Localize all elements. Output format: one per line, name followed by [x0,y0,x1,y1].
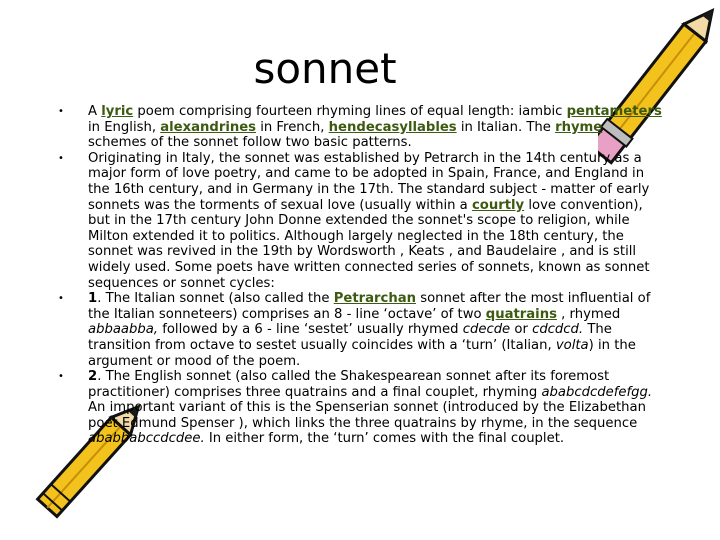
bullet-english-sonnet [58,369,664,447]
rhyme-scheme: ababcdcdefefgg. [541,384,653,400]
paragraph-text: , rhymed [556,306,621,322]
keyword-link[interactable]: lyric [101,104,134,119]
bullet-italian-sonnet [58,291,664,369]
paragraph-text: love convention), but in the 17th century John Donne extended the sonnet's scope to religion, while Milton extended it to politics. Although largely neglected in the 18th century, the sonnet was revived in the 19th by Wordsworth , Keats , and Baudelaire , and is still widely used. Some poets have written connected series of sonnets, known as sonnet sequences or sonnet cycles: [88,197,650,291]
paragraph-text: followed by a 6 - line ‘sestet’ usually rhymed [158,322,463,338]
keyword-link[interactable]: quatrains [485,306,557,322]
paragraph-text: sonnet after the most influential of the Italian sonneteers) comprises an 8 - line ‘octave’ of two [88,291,651,322]
paragraph-text: in French, [256,119,329,135]
keyword-link[interactable]: alexandrines [160,119,257,135]
item-number: 2 [88,369,98,385]
paragraph-text: ) in the argument or mood of the poem. [88,337,636,369]
rhyme-scheme: cdecde [462,322,511,338]
slide-body [58,104,664,447]
paragraph-text: An important variant of this is the Spenserian sonnet (introduced by the Elizabethan poet Edmund Spenser ), which links the three quatrains by rhyme, in the sequence [88,400,646,431]
paragraph-text: . The Italian sonnet (also called the [97,291,334,307]
bullet-definition [58,104,664,151]
paragraph-text: in English, [88,119,161,135]
paragraph-text: In either form, the ‘turn’ comes with the final couplet. [204,431,565,447]
bullet-marker: • [58,293,64,305]
keyword-link[interactable]: Petrarchan [333,291,417,307]
paragraph-text: or [510,322,533,338]
bullet-history [58,151,664,291]
paragraph-text: . The English sonnet (also called the Shakespearean sonnet after its foremost practitioner) comprises three quatrains and a final couplet, rhyming [88,369,610,400]
italic-term: volta [555,337,589,353]
paragraph-text: in Italian. The [456,119,556,135]
paragraph-text: Originating in Italy, the sonnet was established by Petrarch in the 14th century as a major form of love poetry, and came to be adopted in Spain, France, and England in the 16th century, and in Germany in the 17th. The standard subject - matter of early sonnets was the torments of sexual love (usually within a [88,150,650,213]
keyword-link[interactable]: rhyme [555,119,603,135]
item-number: 1 [88,291,98,307]
rhyme-scheme: cdcdcd. [532,322,584,338]
rhyme-scheme: ababbabccdcdee. [88,431,205,447]
paragraph-text: schemes of the sonnet follow two basic patterns. [88,135,412,151]
keyword-link[interactable]: pentameters [566,104,662,119]
paragraph-text: A [88,104,102,119]
keyword-link[interactable]: hendecasyllables [328,119,457,135]
slide-title: sonnet [253,44,397,93]
bullet-marker: • [58,152,64,164]
rhyme-scheme: abbaabba, [88,322,159,338]
bullet-marker: • [58,371,64,383]
keyword-link[interactable]: courtly [471,197,525,213]
paragraph-text: The transition from octave to sestet usually coincides with a ‘turn’ (Italian, [88,322,612,353]
bullet-marker: • [58,106,64,117]
paragraph-text: poem comprising fourteen rhyming lines of equal length: iambic [133,104,567,119]
